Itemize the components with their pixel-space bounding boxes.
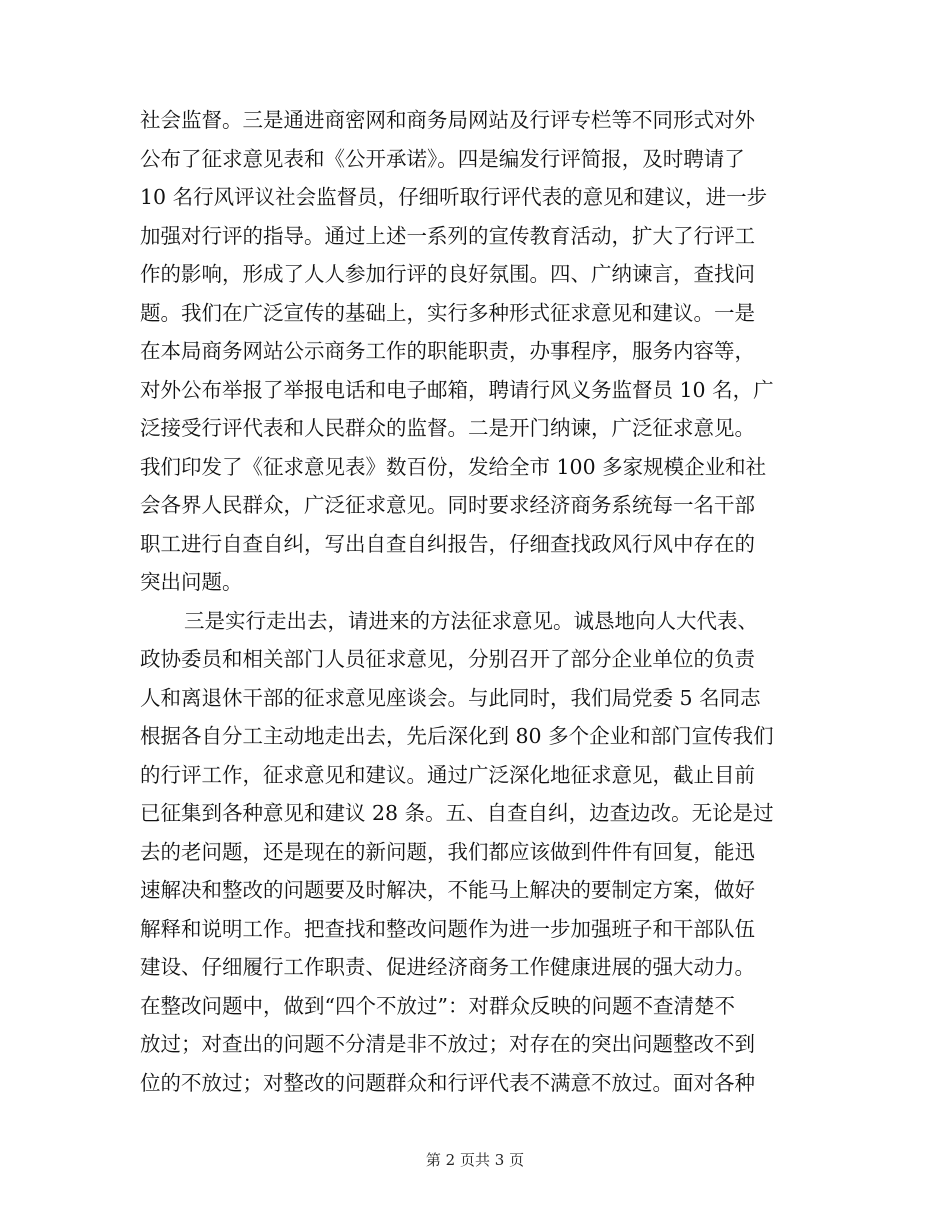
text-line: 突出问题。	[140, 570, 243, 594]
body-text	[140, 101, 800, 1102]
text-line: 在本局商务网站公示商务工作的职能职责，办事程序，服务内容等，	[140, 339, 755, 363]
text-line: 根据各自分工主动地走出去，先后深化到 80 多个企业和部门宣传我们	[140, 724, 774, 748]
text-line: 泛接受行评代表和人民群众的监督。二是开门纳谏，广泛征求意见。	[140, 416, 755, 440]
text-line: 在整改问题中，做到“四个不放过”：对群众反映的问题不查清楚不	[140, 993, 735, 1018]
text-line: 公布了征求意见表和《公开承诺》。四是编发行评简报，及时聘请了	[140, 146, 745, 171]
text-line: 作的影响，形成了人人参加行评的良好氛围。四、广纳谏言，查找问	[140, 262, 755, 286]
text-line: 解释和说明工作。把查找和整改问题作为进一步加强班子和干部队伍	[140, 916, 755, 941]
text-line: 题。我们在广泛宣传的基础上，实行多种形式征求意见和建议。一是	[140, 300, 755, 325]
text-line: 放过；对查出的问题不分清是非不放过；对存在的突出问题整改不到	[140, 1032, 755, 1056]
text-line: 职工进行自查自纠，写出自查自纠报告，仔细查找政风行风中存在的	[140, 531, 755, 556]
text-line: 速解决和整改的问题要及时解决，不能马上解决的要制定方案，做好	[140, 878, 755, 902]
text-line: 对外公布举报了举报电话和电子邮箱，聘请行风义务监督员 10 名，广	[140, 377, 774, 402]
text-line: 的行评工作，征求意见和建议。通过广泛深化地征求意见，截止目前	[140, 762, 755, 787]
text-line: 人和离退休干部的征求意见座谈会。与此同时，我们局党委 5 名同志	[140, 685, 761, 710]
text-line: 加强对行评的指导。通过上述一系列的宣传教育活动，扩大了行评工	[140, 223, 755, 248]
text-line: 三是实行走出去，请进来的方法征求意见。诚恳地向人大代表、	[184, 608, 758, 633]
paragraph-2	[140, 602, 800, 1103]
text-line: 位的不放过；对整改的问题群众和行评代表不满意不放过。面对各种	[140, 1070, 755, 1095]
text-line: 已征集到各种意见和建议 28 条。五、自查自纠，边查边改。无论是过	[140, 801, 774, 825]
text-line: 去的老问题，还是现在的新问题，我们都应该做到件件有回复，能迅	[140, 839, 755, 864]
text-line: 政协委员和相关部门人员征求意见，分别召开了部分企业单位的负责	[140, 647, 755, 671]
text-line: 社会监督。三是通进商密网和商务局网站及行评专栏等不同形式对外	[140, 108, 755, 132]
paragraph-1	[140, 101, 800, 602]
text-line: 建设、仔细履行工作职责、促进经济商务工作健康进展的强大动力。	[140, 955, 755, 979]
text-line: 10 名行风评议社会监督员，仔细听取行评代表的意见和建议，进一步	[140, 185, 768, 209]
text-line: 我们印发了《征求意见表》数百份，发给全市 100 多家规模企业和社	[140, 454, 767, 479]
page-number-footer: 第 2 页共 3 页	[425, 1151, 525, 1169]
text-line: 会各界人民群众，广泛征求意见。同时要求经济商务系统每一名干部	[140, 493, 755, 517]
